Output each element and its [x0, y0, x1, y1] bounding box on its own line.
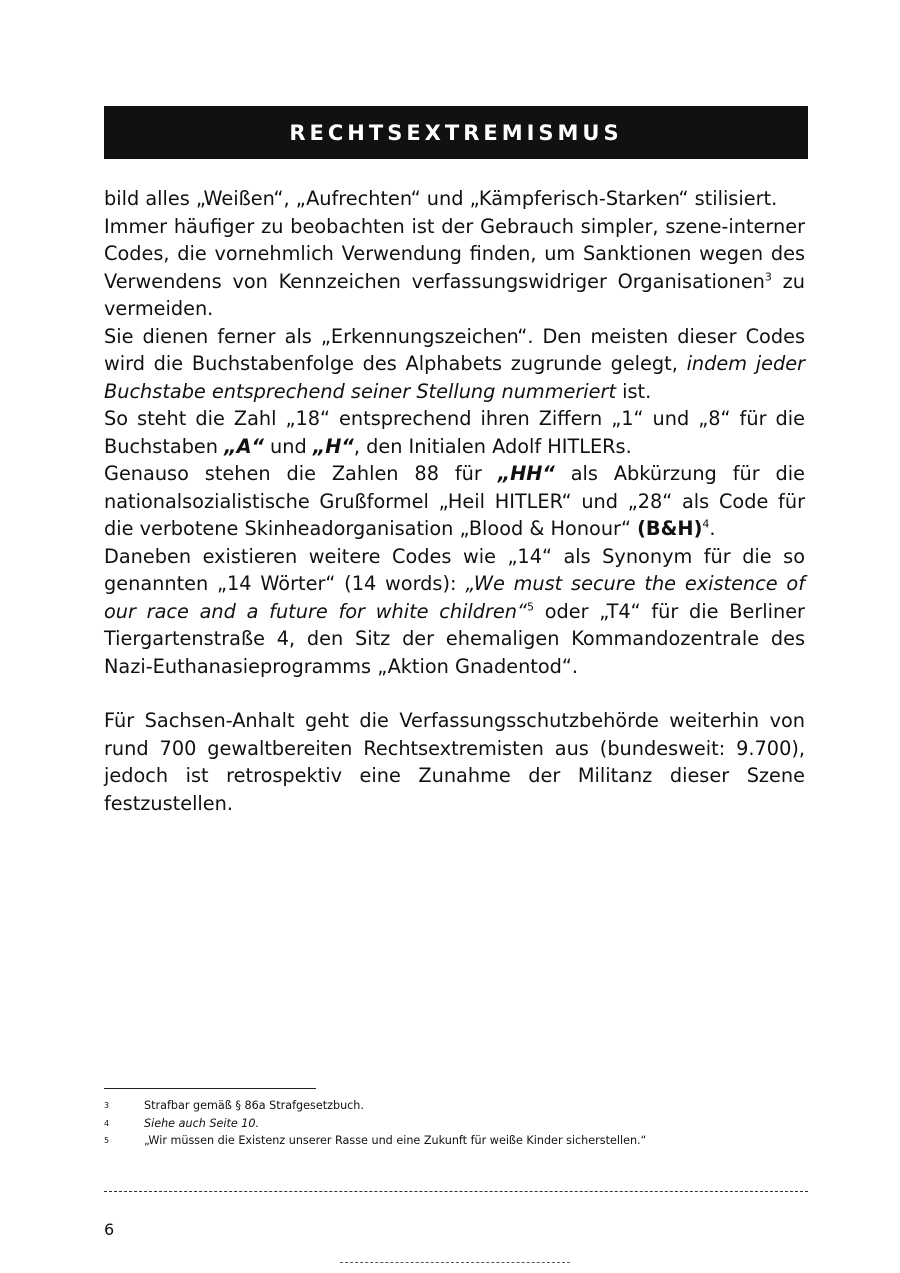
footnote-ref: 4 [702, 517, 710, 531]
footnote [104, 1097, 804, 1115]
footnote-number: 4 [104, 1118, 110, 1128]
main-text [104, 185, 805, 817]
bottom-divider [340, 1262, 570, 1263]
section-title: RECHTSEXTREMISMUS [289, 120, 623, 145]
page-number: 6 [104, 1220, 115, 1239]
footnotes [104, 1097, 804, 1150]
footnote [104, 1132, 804, 1150]
footnote-ref: 3 [764, 270, 772, 284]
paragraph: Sie dienen ferner als „Erkennungszeichen“. Den meisten dieser Codes wird die Buchstabenfolge des Alphabets zugrunde gelegt, indem jeder Buchstabe entsprechend seiner Stellung nummeriert ist. [104, 324, 806, 403]
footnote-text: „Wir müssen die Existenz unserer Rasse und eine Zukunft für weiße Kinder sicherstellen.“ [144, 1134, 647, 1147]
footnote-number: 5 [104, 1136, 110, 1145]
footnote-divider [104, 1088, 316, 1089]
footnote-ref: 5 [527, 600, 534, 614]
footnote-text: Strafbar gemäß § 86a Strafgesetzbuch. [144, 1099, 364, 1112]
footnote-text: Siehe auch Seite 10. [144, 1116, 260, 1130]
footnote [104, 1115, 804, 1133]
paragraph: bild alles „Weißen“, „Aufrechten“ und „Kämpferisch-Starken“ stilisiert. [104, 187, 778, 210]
section-header [104, 106, 808, 159]
paragraph: Daneben existieren weitere Codes wie „14“ als Synonym für die so genannten „14 Wörter“ (14 words): „We must secure the existence of our race and a future for white children“$^5$ oder „T4“ für die Berliner Tiergartenstraße 4, den Sitz der ehemaligen Kommandozentrale des Nazi-Euthanasieprogramms „Aktion Gnadentod“. [104, 544, 806, 678]
paragraph: Für Sachsen-Anhalt geht die Verfassungsschutzbehörde weiterhin von rund 700 gewaltbereiten Rechtsextremisten aus (bundesweit: 9.700), jedoch ist retrospektiv eine Zunahme der Militanz dieser Szene festzustellen. [104, 709, 805, 815]
footnote-number: 3 [104, 1101, 110, 1110]
page-divider [104, 1191, 808, 1192]
paragraph: Genauso stehen die Zahlen 88 für „HH“ als Abkürzung für die nationalsozialistische Grußformel „Heil HITLER“ und „28“ als Code für die verbotene Skinheadorganisation „Blood & Honour“ (B&H)$^4$. [104, 462, 805, 540]
paragraph: Immer häufiger zu beobachten ist der Gebrauch simpler, szene-interner Codes, die vornehmlich Verwendung finden, um Sanktionen wegen des Verwendens von Kennzeichen verfassungswidriger Organisationen$^3$ zu vermeiden. [104, 214, 805, 320]
paragraph: So steht die Zahl „18“ entsprechend ihren Ziffern „1“ und „8“ für die Buchstaben „A“ und „H“, den Initialen Adolf HITLERs. [104, 407, 805, 458]
